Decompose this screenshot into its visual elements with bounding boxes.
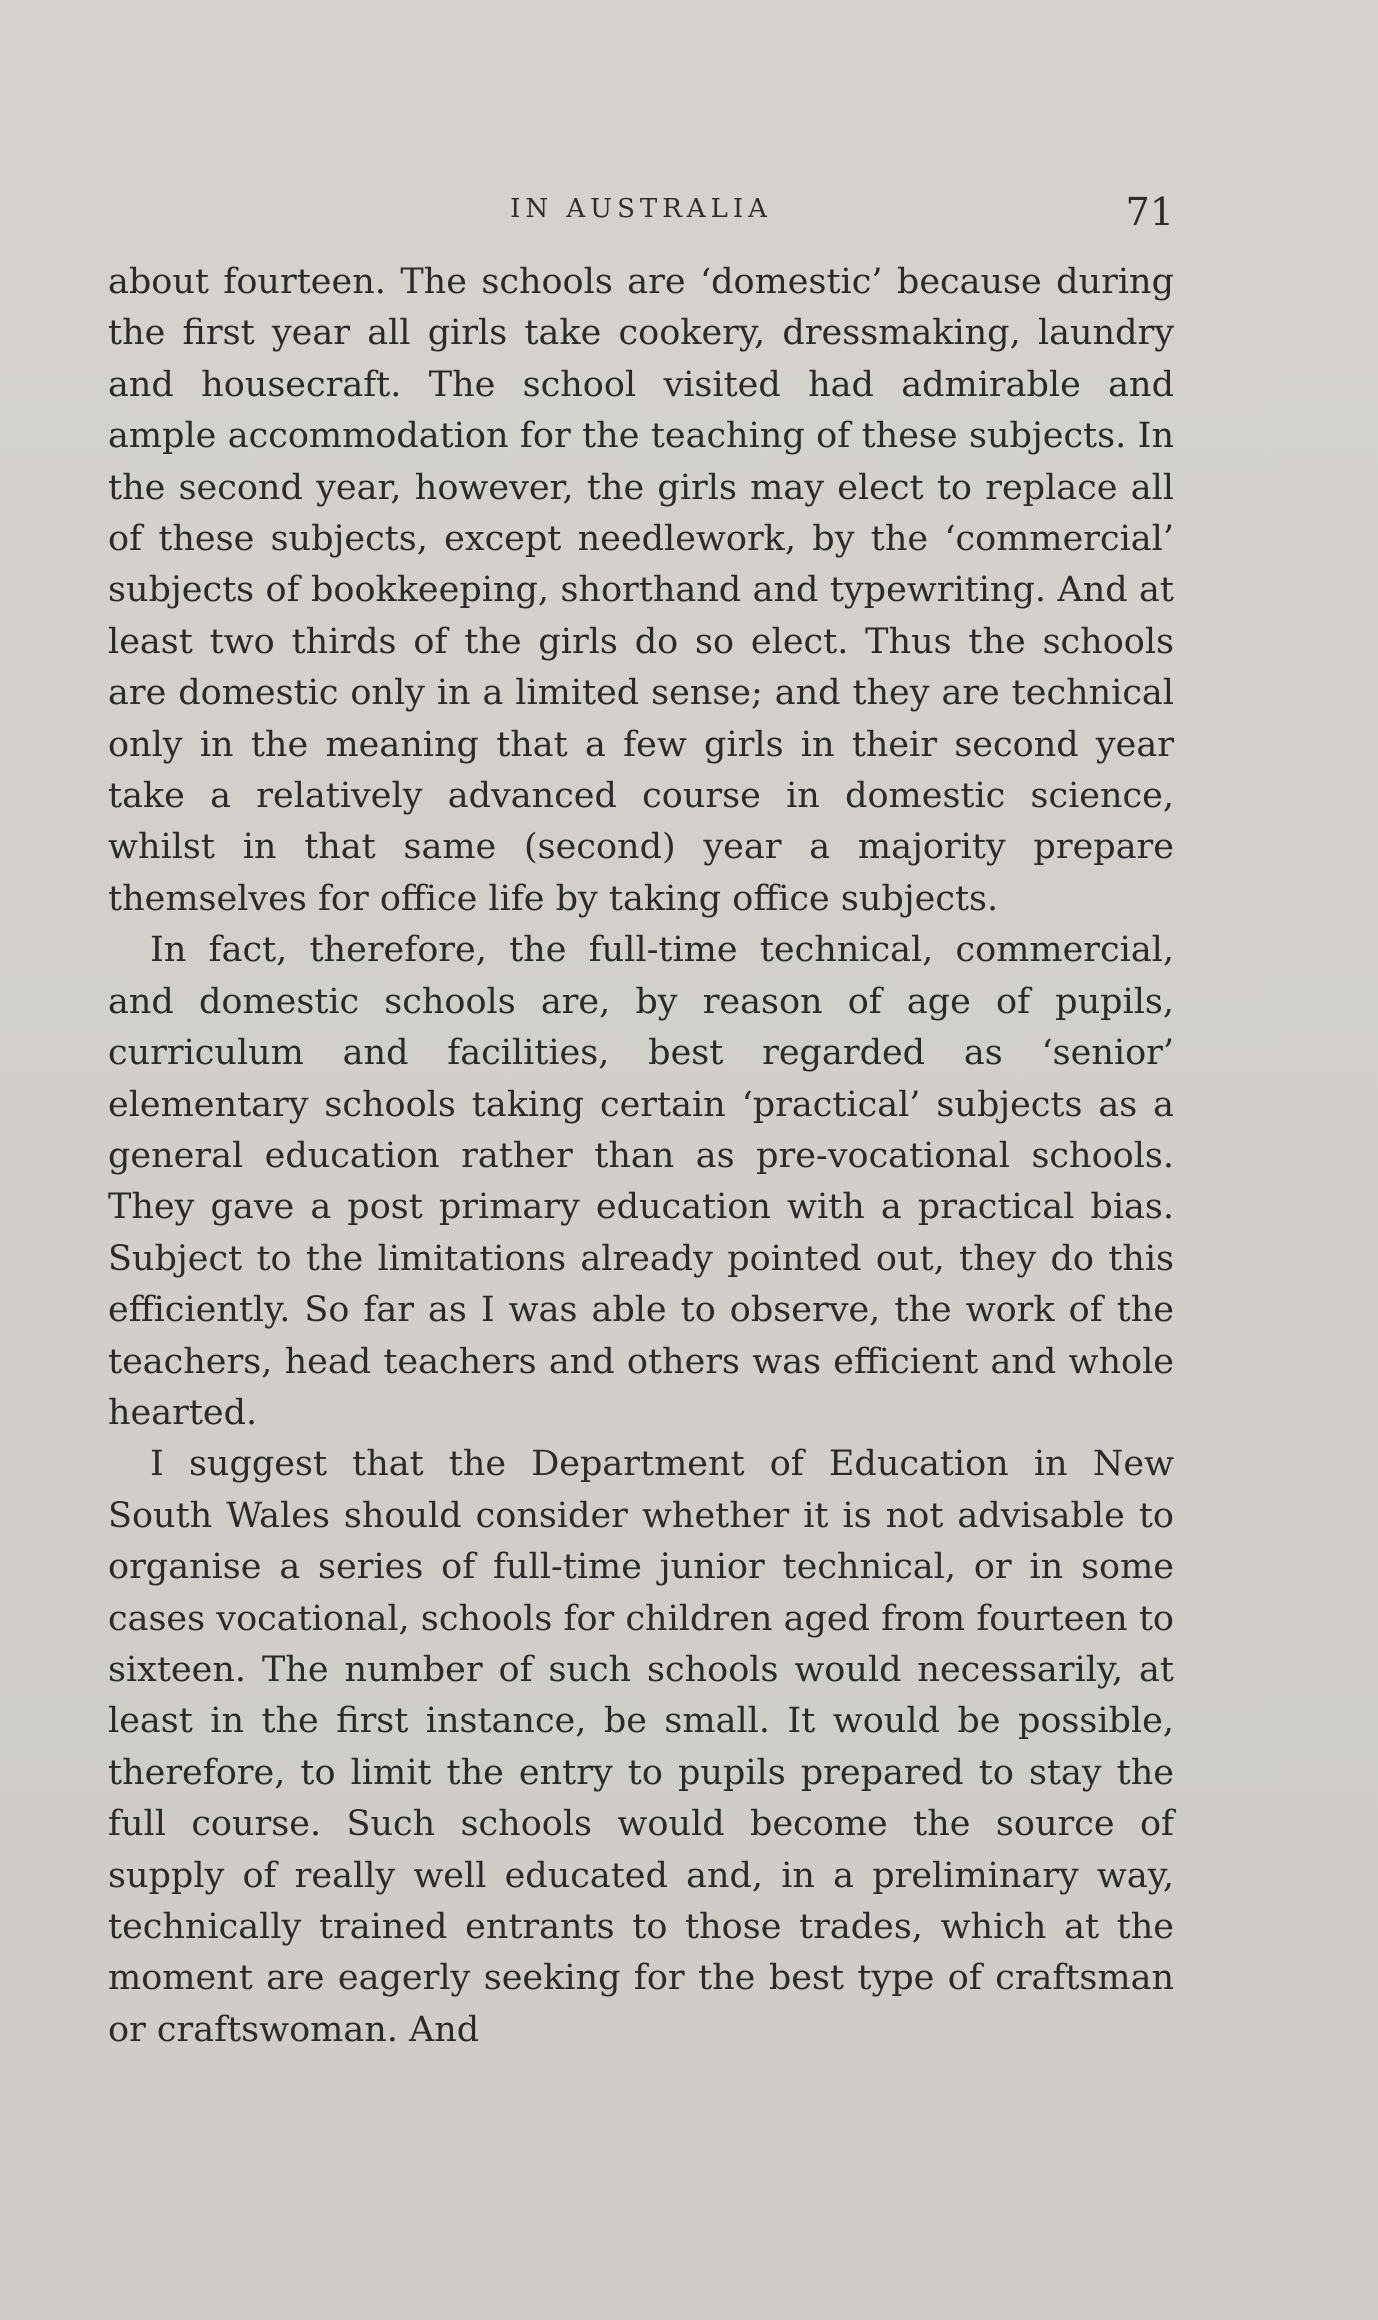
page-number: 71	[1125, 190, 1174, 234]
running-head	[108, 190, 1174, 234]
paragraph-continuation: about fourteen. The schools are ‘domestic’ because during the first year all girls take cookery, dressmaking, laundry and housecraft. The school visited had admirable and ample accommodation for the teaching of these subjects. In the second year, however, the girls may elect to replace all of these subjects, except needlework, by the ‘commercial’ subjects of bookkeeping, shorthand and typewriting. And at least two thirds of the girls do so elect. Thus the schools are domestic only in a limited sense; and they are technical only in the meaning that a few girls in their second year take a relatively advanced course in domestic science, whilst in that same (second) year a majority prepare themselves for office life by taking office subjects.	[108, 262, 1174, 919]
paragraph-suggestion: I suggest that the Department of Education in New South Wales should consider whether it is not advisable to organise a series of full-time junior technical, or in some cases vocational, schools for children aged from fourteen to sixteen. The number of such schools would necessarily, at least in the first instance, be small. It would be possible, therefore, to limit the entry to pupils prepared to stay the full course. Such schools would become the source of supply of really well educated and, in a preliminary way, technically trained entrants to those trades, which at the moment are eagerly seeking for the best type of craftsman or craftswoman. And	[108, 1444, 1174, 2050]
paragraph-schools-classification: In fact, therefore, the full-time technical, commercial, and domestic schools are, by reason of age of pupils, curriculum and facilities, best regarded as ‘senior’ elementary schools taking certain ‘practical’ subjects as a general education rather than as pre-vocational schools. They gave a post primary education with a practical bias. Subject to the limitations already pointed out, they do this efficiently. So far as I was able to observe, the work of the teachers, head teachers and others was efficient and whole hearted.	[108, 930, 1174, 1433]
running-title: IN AUSTRALIA	[510, 194, 772, 224]
body-text	[108, 257, 1174, 2056]
